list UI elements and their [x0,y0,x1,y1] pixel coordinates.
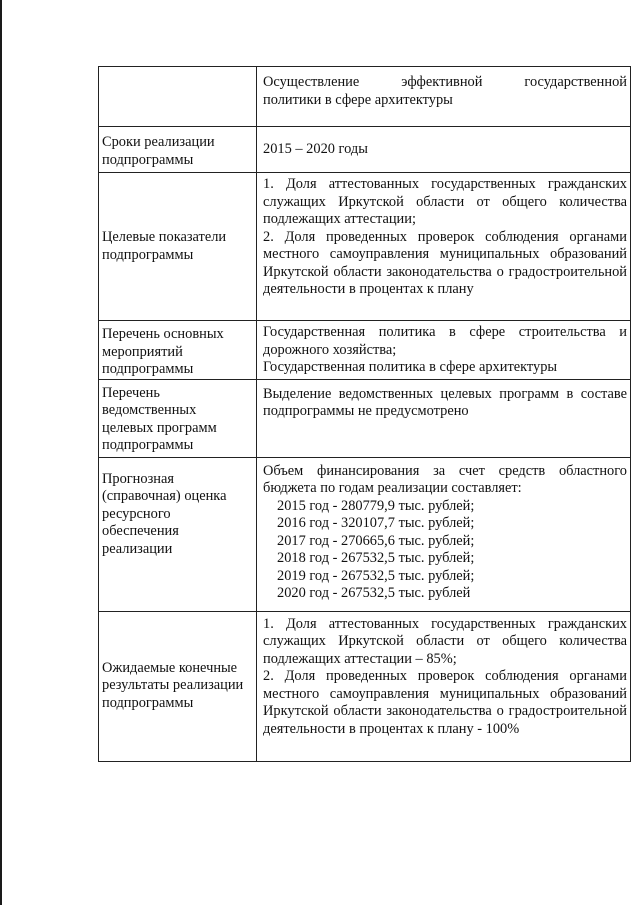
row-label-departmental-programs [99,379,257,457]
activities-label-line-2: мероприятий [102,343,183,360]
indicators-label-line-2: подпрограммы [102,246,194,263]
row-label-terms [99,127,257,173]
scan-left-edge [0,0,2,905]
results-label-line-1: Ожидаемые конечные [102,659,238,676]
financing-year-2017: 2017 год - 270665,6 тыс. рублей; [277,532,475,549]
row-value-departmental-programs [257,379,631,457]
row-value-goal [257,67,631,127]
indicator-1-text: 1. Доля аттестованных государственных гражданских служащих Иркутской области от общего количества подлежащих аттестации; [263,176,627,227]
row-label-resource-estimate [99,457,257,611]
financing-year-2018: 2018 год - 267532,5 тыс. рублей; [277,550,475,566]
activities-label-line-1: Перечень основных [102,326,224,342]
activities-label-line-3: подпрограммы [102,361,194,377]
resource-label-line-5: реализации [102,540,173,557]
financing-year-2016: 2016 год - 320107,7 тыс. рублей; [277,515,475,531]
results-label-line-2: результаты реализации [102,677,244,694]
goal-text-line-1: Осуществление эффективной государственной [263,74,627,90]
subprogram-passport-table [98,66,631,762]
table-row [99,457,631,611]
table-row [99,321,631,380]
activity-2-text: Государственная политика в сфере архитектуры [263,359,558,375]
financing-intro-text: Объем финансирования за счет средств областного бюджета по годам реализации составляет: [263,462,627,496]
financing-year-2015: 2015 год - 280779,9 тыс. рублей; [277,497,475,514]
departmental-label-line-3: целевых программ [102,419,217,436]
terms-label-line-2: подпрограммы [102,151,194,168]
terms-label-line-1: Сроки реализации [102,134,215,150]
row-value-resource-estimate [257,457,631,611]
row-label-empty [99,67,257,127]
resource-label-line-1: Прогнозная [102,470,174,487]
indicator-2-text: 2. Доля проведенных проверок соблюдения органами местного самоуправления муниципальных образований Иркутской области законодательства о градостроительной деятельности в процентах к плану [263,228,627,297]
resource-label-line-3: ресурсного [102,505,171,522]
departmental-label-line-2: ведомственных [102,402,197,418]
indicators-label-line-1: Целевые показатели [102,229,227,245]
row-label-activities [99,321,257,380]
row-value-terms [257,127,631,173]
row-value-activities [257,321,631,380]
row-value-expected-results [257,611,631,761]
row-label-expected-results [99,611,257,761]
goal-text-line-2: политики в сфере архитектуры [263,91,453,108]
resource-label-line-4: обеспечения [102,523,179,539]
financing-year-2019: 2019 год - 267532,5 тыс. рублей; [277,567,475,584]
activity-1-text: Государственная политика в сфере строительства и дорожного хозяйства; [263,324,627,358]
terms-value: 2015 – 2020 годы [263,140,368,157]
resource-label-line-2: (справочная) оценка [102,488,227,504]
departmental-label-line-1: Перечень [102,384,160,401]
result-1-text: 1. Доля аттестованных государственных гражданских служащих Иркутской области от общего количества подлежащих аттестации – 85%; [263,615,627,667]
row-label-indicators [99,173,257,321]
table-row [99,67,631,127]
departmental-value-text: Выделение ведомственных целевых программ в составе подпрограммы не предусмотрено [263,385,627,419]
table-row [99,379,631,457]
results-label-line-3: подпрограммы [102,694,194,711]
row-value-indicators [257,173,631,321]
result-2-text: 2. Доля проведенных проверок соблюдения органами местного самоуправления муниципальных образований Иркутской области законодательства о градостроительной деятельности в процентах к плану - 100% [263,668,627,737]
departmental-label-line-4: подпрограммы [102,437,194,453]
table-row [99,611,631,761]
table-row [99,173,631,321]
table-row [99,127,631,173]
financing-year-2020: 2020 год - 267532,5 тыс. рублей [277,585,471,601]
